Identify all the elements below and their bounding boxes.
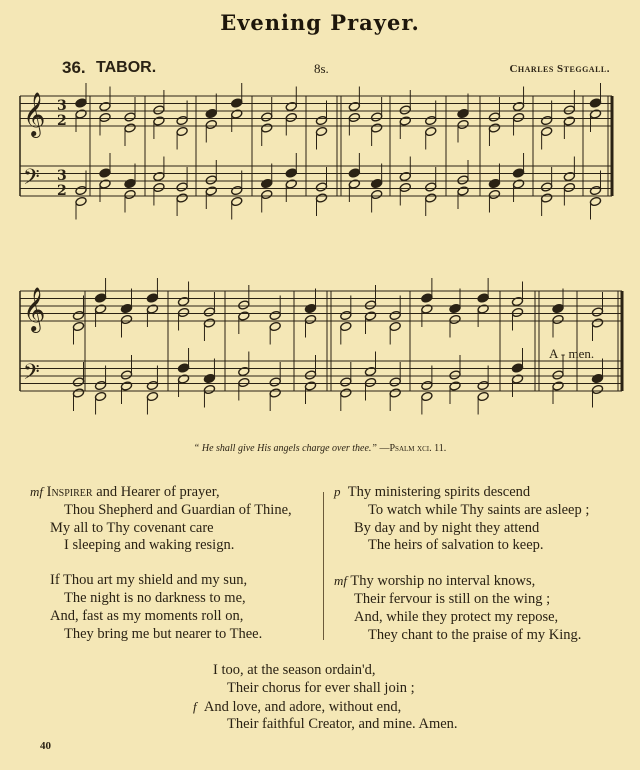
notehead (203, 318, 215, 328)
notehead (94, 304, 106, 314)
notehead (421, 293, 433, 303)
notehead (340, 377, 352, 387)
notehead (238, 311, 250, 321)
notehead (399, 105, 411, 115)
treble-clef-icon: 𝄞 (23, 92, 46, 136)
notehead (120, 314, 132, 324)
notehead (477, 380, 489, 390)
notehead (389, 388, 401, 398)
notehead (340, 310, 352, 320)
notehead (488, 189, 500, 199)
dynamic-mark: f (193, 698, 197, 714)
notehead (421, 380, 433, 390)
notehead (511, 374, 523, 384)
notehead (371, 189, 383, 199)
notehead (348, 179, 360, 189)
notehead (315, 115, 327, 125)
tune-meter: 8s. (314, 61, 329, 76)
verse-line: The night is no darkness to me, (64, 589, 246, 606)
notehead (591, 318, 603, 328)
notehead (449, 370, 461, 380)
notehead (177, 307, 189, 317)
notehead (176, 182, 188, 192)
notehead (177, 363, 189, 373)
hymn-final-stanza (193, 662, 458, 734)
notehead (99, 112, 111, 122)
notehead (203, 373, 215, 383)
notehead (261, 123, 273, 133)
notehead (205, 186, 217, 196)
notehead (512, 112, 524, 122)
notehead (176, 115, 188, 125)
notehead (177, 374, 189, 384)
notehead (231, 98, 243, 108)
notehead (364, 300, 376, 310)
notehead (371, 123, 383, 133)
time-signature-top: 3 (57, 98, 67, 114)
notehead (512, 101, 524, 111)
notehead (591, 307, 603, 317)
notehead (488, 112, 500, 122)
verse-line: And, fast as my moments roll on, (50, 607, 244, 624)
notehead (153, 116, 165, 126)
notehead (304, 314, 316, 324)
notehead (231, 185, 243, 195)
notehead (399, 182, 411, 192)
notehead (153, 182, 165, 192)
notehead (552, 303, 564, 313)
verse-line: Thy ministering spirits descend (347, 484, 531, 500)
notehead (371, 112, 383, 122)
notehead (176, 126, 188, 136)
notehead (238, 377, 250, 387)
notehead (589, 185, 601, 195)
notehead (205, 119, 217, 129)
notehead (457, 119, 469, 129)
verse-line: They bring me but nearer to Thee. (64, 625, 263, 642)
verse-line: If Thou art my shield and my sun, (50, 572, 248, 589)
notehead (153, 105, 165, 115)
time-signature-top: 3 (57, 168, 67, 184)
verse-line: And, while they protect my repose, (354, 608, 559, 625)
dynamic-mark: mf (334, 573, 347, 589)
notehead (261, 189, 273, 199)
notehead (94, 293, 106, 303)
notehead (457, 175, 469, 185)
notehead (94, 391, 106, 401)
notehead (511, 307, 523, 317)
page-number: 40 (40, 740, 51, 752)
dynamic-mark: mf (30, 484, 43, 499)
notehead (563, 171, 575, 181)
notehead (512, 179, 524, 189)
notehead (541, 126, 553, 136)
verse-line: My all to Thy covenant care (50, 519, 214, 536)
notehead (146, 391, 158, 401)
notehead (285, 168, 297, 178)
notehead (591, 384, 603, 394)
notehead (449, 314, 461, 324)
notehead (120, 381, 132, 391)
stanza-1 (30, 483, 292, 555)
notehead (75, 109, 87, 119)
notehead (511, 296, 523, 306)
stanza-2 (30, 572, 292, 643)
notehead (457, 108, 469, 118)
notehead (552, 370, 564, 380)
notehead (146, 293, 158, 303)
notehead (315, 182, 327, 192)
notehead (449, 381, 461, 391)
notehead (488, 123, 500, 133)
notehead (75, 196, 87, 206)
notehead (348, 101, 360, 111)
notehead (563, 182, 575, 192)
notehead (205, 175, 217, 185)
verse-line: and Hearer of prayer, (92, 484, 220, 500)
bass-clef-icon: 𝄢 (23, 360, 40, 390)
notehead (153, 171, 165, 181)
verse-line: Their chorus for ever shall join ; (227, 679, 415, 696)
notehead (120, 370, 132, 380)
notehead (425, 193, 437, 203)
stanza-first-word: Inspirer (46, 484, 93, 500)
notehead (348, 168, 360, 178)
verse-line: To watch while Thy saints are asleep ; (368, 501, 590, 518)
notehead (348, 112, 360, 122)
verse-line: By day and by night they attend (354, 519, 540, 536)
notehead (477, 391, 489, 401)
notehead (511, 363, 523, 373)
notehead (124, 112, 136, 122)
notehead (261, 178, 273, 188)
notehead (591, 373, 603, 383)
notehead (563, 116, 575, 126)
verse-line: They chant to the praise of my King. (368, 626, 582, 643)
dynamic-mark: p (334, 484, 341, 499)
notehead (389, 310, 401, 320)
notehead (304, 381, 316, 391)
notehead (75, 185, 87, 195)
bass-clef-icon: 𝄢 (23, 165, 40, 195)
tune-number: 36. (62, 58, 86, 77)
notehead (477, 293, 489, 303)
stanza-4 (334, 572, 589, 644)
notehead (304, 370, 316, 380)
notehead (541, 193, 553, 203)
hymn-left-column (30, 483, 292, 660)
verse-line: The heirs of salvation to keep. (368, 537, 544, 554)
notehead (552, 381, 564, 391)
notehead (75, 98, 87, 108)
notehead (541, 182, 553, 192)
notehead (315, 193, 327, 203)
composer-name: Charles Steggall. (509, 63, 610, 75)
notehead (563, 105, 575, 115)
notehead (146, 380, 158, 390)
notehead (541, 115, 553, 125)
notehead (589, 109, 601, 119)
notehead (340, 321, 352, 331)
notehead (205, 108, 217, 118)
notehead (99, 179, 111, 189)
notehead (99, 168, 111, 178)
scripture-quote: “ He shall give His angels charge over thee.” (193, 443, 377, 454)
notehead (457, 186, 469, 196)
notehead (269, 321, 281, 331)
notehead (203, 384, 215, 394)
notehead (72, 310, 84, 320)
notehead (421, 304, 433, 314)
page-heading: Evening Prayer. (220, 10, 420, 35)
notehead (425, 115, 437, 125)
notehead (552, 314, 564, 324)
notehead (72, 377, 84, 387)
notehead (177, 296, 189, 306)
notehead (589, 196, 601, 206)
verse-line: I sleeping and waking resign. (64, 537, 235, 554)
notehead (238, 300, 250, 310)
notehead (203, 307, 215, 317)
notehead (231, 196, 243, 206)
notehead (285, 179, 297, 189)
notehead (285, 101, 297, 111)
notehead (269, 388, 281, 398)
notehead (425, 126, 437, 136)
amen-lyric: A - men. (549, 346, 595, 361)
notehead (364, 366, 376, 376)
notehead (238, 366, 250, 376)
notehead (269, 377, 281, 387)
column-divider (323, 492, 324, 640)
notehead (231, 109, 243, 119)
notehead (304, 303, 316, 313)
notehead (94, 380, 106, 390)
time-signature-bottom: 2 (57, 113, 67, 129)
notehead (421, 391, 433, 401)
notehead (261, 112, 273, 122)
notehead (371, 178, 383, 188)
notehead (389, 321, 401, 331)
notehead (124, 123, 136, 133)
time-signature-bottom: 2 (57, 183, 67, 199)
stanza-3 (334, 483, 589, 555)
scripture-epigraph (0, 443, 640, 454)
notehead (315, 126, 327, 136)
verse-line: I too, at the season ordain'd, (213, 662, 376, 678)
notehead (124, 178, 136, 188)
notehead (425, 182, 437, 192)
hymn-right-column (334, 483, 589, 661)
notehead (340, 388, 352, 398)
notehead (399, 116, 411, 126)
notehead (364, 311, 376, 321)
notehead (99, 101, 111, 111)
verse-line: Their faithful Creator, and mine. Amen. (227, 716, 458, 733)
scripture-reference: —Psalm xci. 11. (379, 443, 447, 454)
notehead (399, 171, 411, 181)
tune-name: TABOR. (96, 59, 157, 76)
notehead (146, 304, 158, 314)
notehead (389, 377, 401, 387)
notehead (488, 178, 500, 188)
treble-clef-icon: 𝄞 (23, 287, 46, 331)
verse-line: Their fervour is still on the wing ; (354, 590, 551, 607)
notehead (512, 168, 524, 178)
notehead (72, 388, 84, 398)
notehead (120, 303, 132, 313)
notehead (285, 112, 297, 122)
verse-line: Thy worship no interval knows, (350, 573, 536, 590)
notehead (72, 321, 84, 331)
notehead (176, 193, 188, 203)
notehead (364, 377, 376, 387)
verse-line: Thou Shepherd and Guardian of Thine, (64, 501, 292, 518)
notehead (269, 310, 281, 320)
notehead (124, 189, 136, 199)
notehead (449, 303, 461, 313)
verse-line: And love, and adore, without end, (203, 698, 402, 715)
notehead (589, 98, 601, 108)
notehead (477, 304, 489, 314)
